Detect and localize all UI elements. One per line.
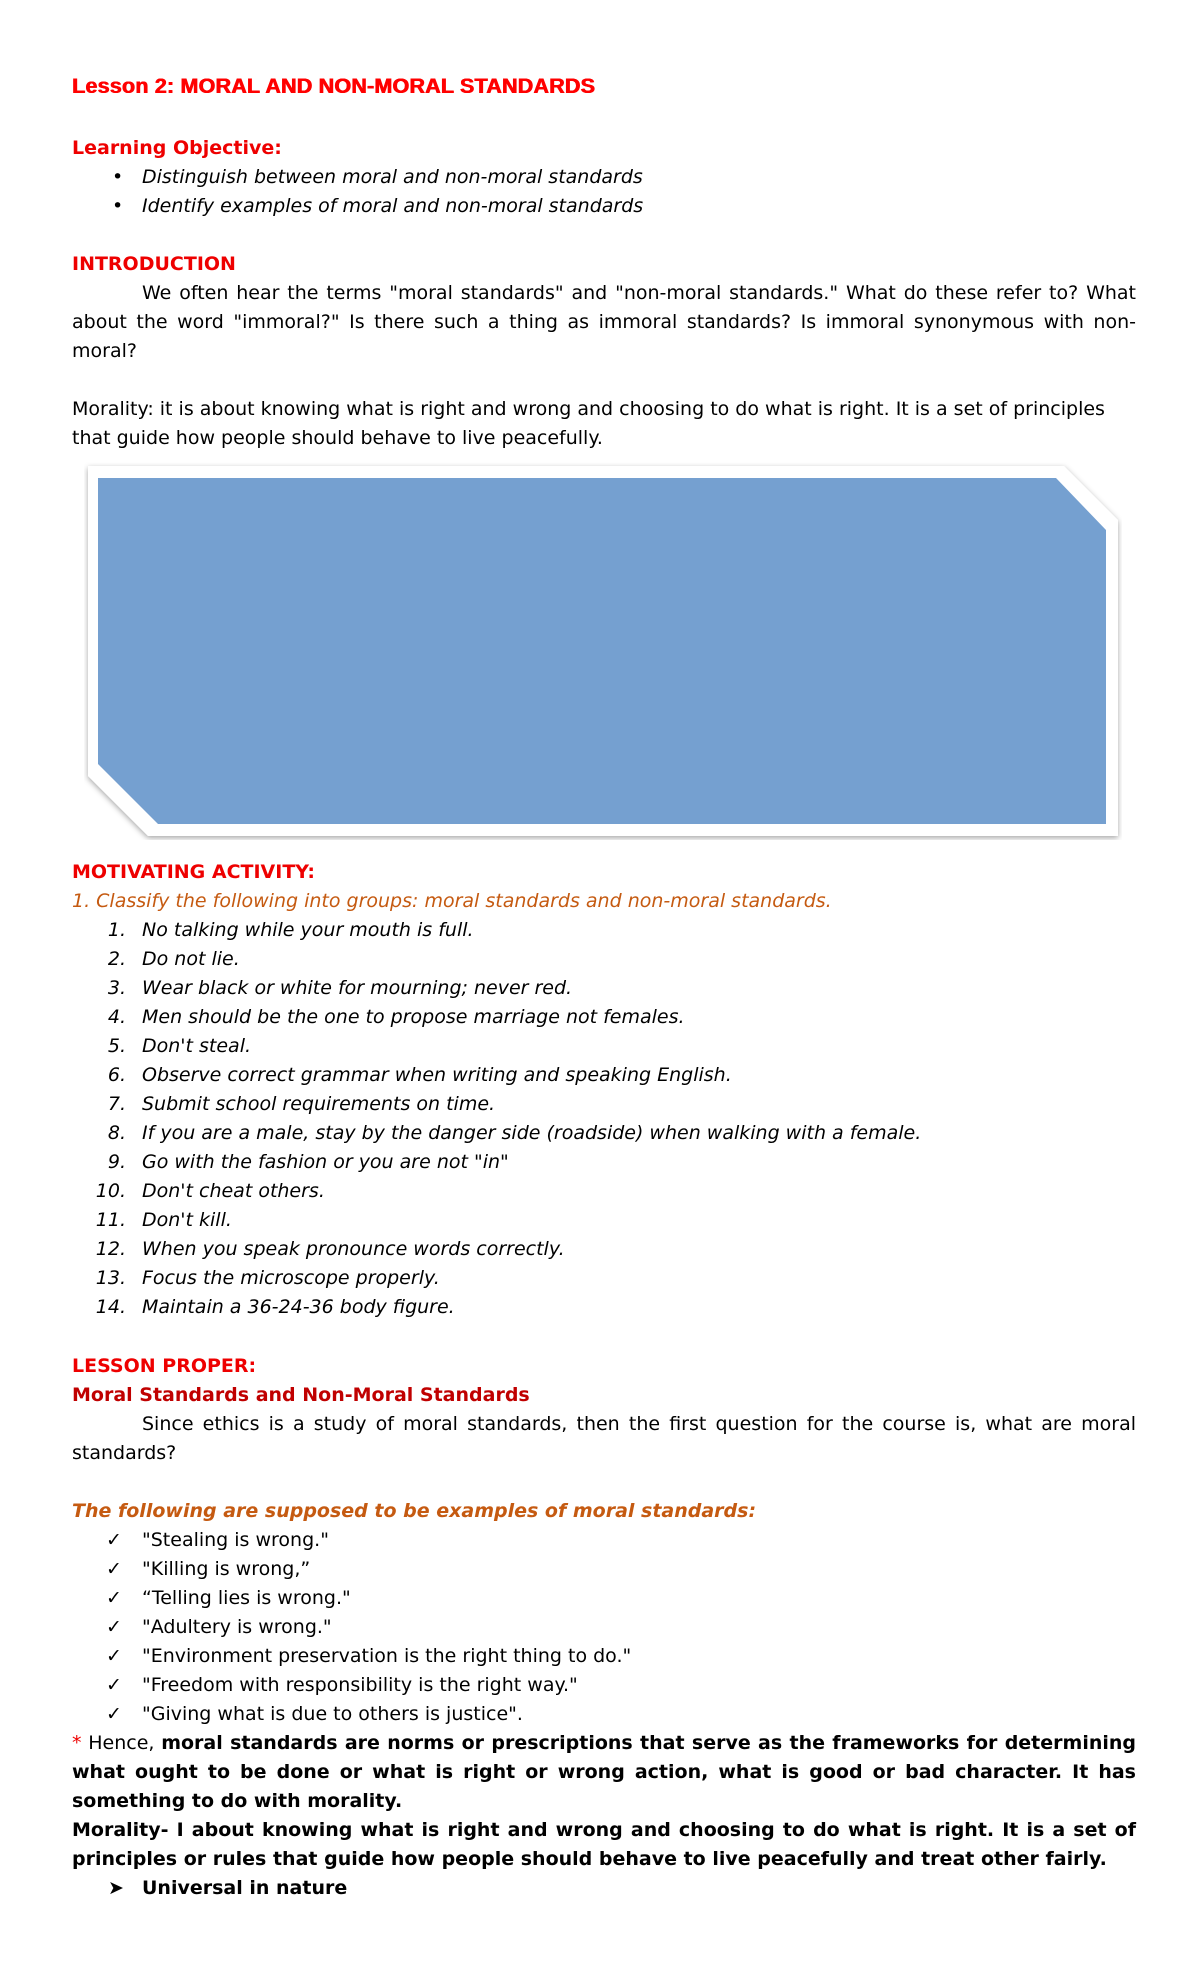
- panel-shape: [84, 462, 1122, 840]
- list-item: [72, 1177, 1136, 1206]
- activity-section: [72, 858, 1136, 1322]
- list-item: [72, 1555, 1136, 1584]
- item-text: Do not lie.: [142, 948, 240, 970]
- list-item: [72, 1235, 1136, 1264]
- lesson-proper-subheading: Moral Standards and Non-Moral Standards: [72, 1384, 530, 1406]
- blue-panel-graphic: [84, 462, 1122, 840]
- checkmark-icon: ✓: [106, 1703, 122, 1725]
- item-number: 3.: [107, 977, 126, 999]
- item-text: Focus the microscope properly.: [142, 1267, 440, 1289]
- item-text: No talking while your mouth is full.: [142, 919, 474, 941]
- examples-heading: The following are supposed to be examples of moral standards:: [72, 1500, 757, 1522]
- list-item: • Distinguish between moral and non-moral standards: [72, 163, 1136, 192]
- item-text: Wear black or white for mourning; never red.: [142, 977, 573, 999]
- list-item: [72, 1642, 1136, 1671]
- panel-fill: [98, 478, 1106, 824]
- bullet-icon: •: [112, 166, 124, 188]
- activity-heading: MOTIVATING ACTIVITY:: [72, 861, 315, 883]
- arrow-bullet-icon: ➤: [108, 1877, 124, 1899]
- item-number: 11.: [95, 1209, 126, 1231]
- lesson-title: Lesson 2: MORAL AND NON-MORAL STANDARDS: [72, 74, 596, 98]
- list-item: [72, 1526, 1136, 1555]
- list-item: [72, 1119, 1136, 1148]
- item-text: Observe correct grammar when writing and speaking English.: [142, 1064, 732, 1086]
- objective-section: [72, 134, 1136, 221]
- item-number: 1.: [107, 919, 126, 941]
- list-item: [72, 1003, 1136, 1032]
- list-item: [72, 1700, 1136, 1729]
- example-text: "Environment preservation is the right thing to do.": [142, 1645, 632, 1667]
- activity-instruction: 1. Classify the following into groups: moral standards and non-moral standards.: [72, 890, 832, 912]
- item-number: 9.: [107, 1151, 126, 1173]
- list-item: [72, 1584, 1136, 1613]
- list-item: [72, 916, 1136, 945]
- list-item: [72, 1293, 1136, 1322]
- list-item: • Identify examples of moral and non-moral standards: [72, 192, 1136, 221]
- item-text: Men should be the one to propose marriage not females.: [142, 1006, 685, 1028]
- activity-list: [72, 916, 1136, 1322]
- asterisk-mark: *: [72, 1732, 82, 1754]
- introduction-section: [72, 250, 1136, 453]
- checkmark-icon: ✓: [106, 1587, 122, 1609]
- objective-list: [72, 163, 1136, 221]
- examples-list: [72, 1526, 1136, 1729]
- item-number: 5.: [107, 1035, 126, 1057]
- item-text: Submit school requirements on time.: [142, 1093, 496, 1115]
- checkmark-icon: ✓: [106, 1529, 122, 1551]
- list-item: [72, 1206, 1136, 1235]
- arrow-list-item: ➤ Universal in nature: [72, 1874, 1136, 1903]
- lesson-proper-heading: LESSON PROPER:: [72, 1355, 257, 1377]
- item-number: 2.: [107, 948, 126, 970]
- introduction-heading: INTRODUCTION: [72, 253, 236, 275]
- item-number: 12.: [95, 1238, 126, 1260]
- example-text: "Adultery is wrong.": [142, 1616, 332, 1638]
- list-item: [72, 974, 1136, 1003]
- item-text: Go with the fashion or you are not "in": [142, 1151, 509, 1173]
- checkmark-icon: ✓: [106, 1645, 122, 1667]
- list-item: [72, 1148, 1136, 1177]
- item-number: 7.: [107, 1093, 126, 1115]
- item-number: 8.: [107, 1122, 126, 1144]
- example-text: "Stealing is wrong.": [142, 1529, 329, 1551]
- item-text: When you speak pronounce words correctly.: [142, 1238, 565, 1260]
- checkmark-icon: ✓: [106, 1616, 122, 1638]
- bullet-icon: •: [112, 195, 124, 217]
- item-text: Don't kill.: [142, 1209, 232, 1231]
- list-item: [72, 1264, 1136, 1293]
- item-number: 13.: [95, 1267, 126, 1289]
- hence-bold-text: moral standards are norms or prescriptions that serve as the frameworks for determining what ought to be done or what is right or wrong action, what is good or bad character. It has something to do with morality.: [72, 1732, 1136, 1812]
- example-text: "Killing is wrong,”: [142, 1558, 311, 1580]
- introduction-paragraph: We often hear the terms "moral standards" and "non-moral standards." What do these refer to? What about the word "immoral?" Is there such a thing as immoral standards? Is immoral synonymous with non-moral?: [72, 282, 1136, 362]
- morality-definition: Morality: it is about knowing what is right and wrong and choosing to do what is right. It is a set of principles that guide how people should behave to live peacefully.: [72, 398, 1105, 449]
- lesson-proper-paragraph: Since ethics is a study of moral standards, then the first question for the course is, what are moral standards?: [72, 1413, 1136, 1464]
- objective-heading: Learning Objective:: [72, 137, 282, 159]
- item-text: If you are a male, stay by the danger side (roadside) when walking with a female.: [142, 1122, 922, 1144]
- item-number: 10.: [95, 1180, 126, 1202]
- example-text: “Telling lies is wrong.": [142, 1587, 351, 1609]
- item-text: Don't steal.: [142, 1035, 252, 1057]
- hence-lead: Hence,: [88, 1732, 155, 1754]
- checkmark-icon: ✓: [106, 1558, 122, 1580]
- item-text: Don't cheat others.: [142, 1180, 325, 1202]
- list-item: [72, 1061, 1136, 1090]
- list-item: [72, 1032, 1136, 1061]
- morality-definition-2: Morality- I about knowing what is right and wrong and choosing to do what is right. It is a set of principles or rules that guide how people should behave to live peacefully and treat other fairly.: [72, 1819, 1136, 1870]
- item-text: Maintain a 36-24-36 body figure.: [142, 1296, 455, 1318]
- list-item: [72, 1613, 1136, 1642]
- example-text: "Freedom with responsibility is the right way.": [142, 1674, 578, 1696]
- list-item: [72, 945, 1136, 974]
- item-number: 14.: [95, 1296, 126, 1318]
- list-item: [72, 1671, 1136, 1700]
- item-number: 6.: [107, 1064, 126, 1086]
- item-number: 4.: [107, 1006, 126, 1028]
- list-item: [72, 1090, 1136, 1119]
- checkmark-icon: ✓: [106, 1674, 122, 1696]
- lesson-proper-section: [72, 1352, 1136, 1903]
- hence-paragraph: [72, 1729, 1136, 1816]
- example-text: "Giving what is due to others is justice".: [142, 1703, 523, 1725]
